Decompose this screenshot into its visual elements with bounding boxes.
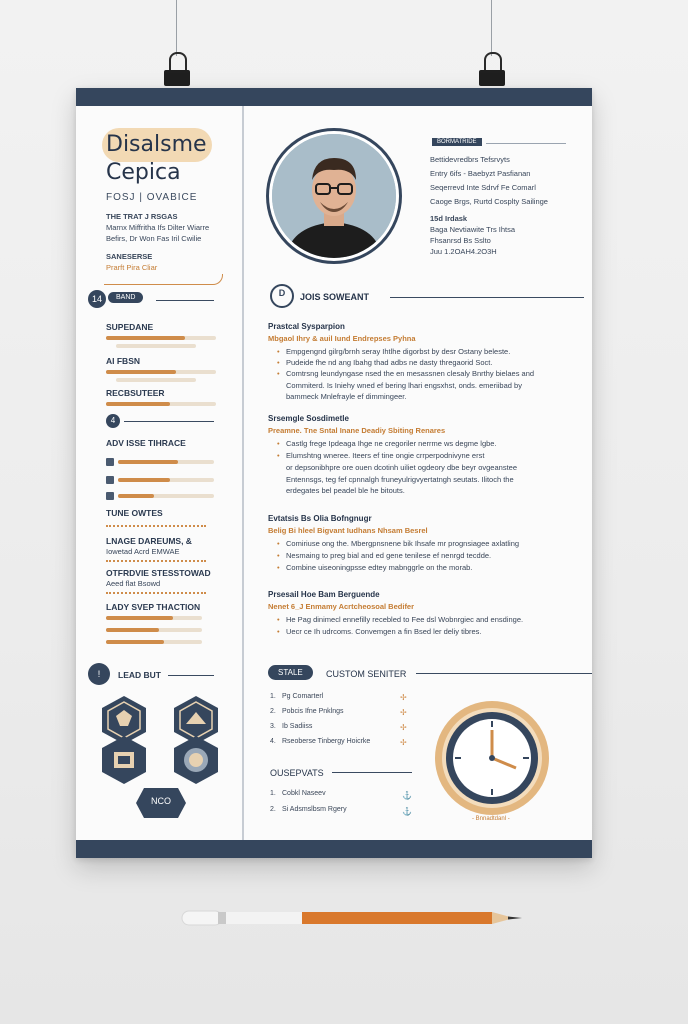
- tune-title: TUNE OWTES: [106, 508, 163, 518]
- job-bullet: • He Pag dinimecl ennefilly recebled to Fee dsl Wobnrgiec and ensdinge.: [286, 615, 523, 624]
- job-bullet: • Pudeide fhe nd ang Ibahg thad adbs ne dasty thregaorid Soct.: [286, 358, 492, 367]
- lang-bar: [106, 640, 164, 644]
- skill-name: SUPEDANE: [106, 322, 154, 332]
- right-header-rule: [486, 143, 566, 144]
- lang-sub: Iowetad Acrd EMWAE: [106, 547, 180, 556]
- gear-icon: [106, 492, 114, 500]
- clock-caption: - Bnnadtdanl -: [472, 816, 510, 822]
- custom-item: Pobcis Ifne Pnklngs: [282, 708, 344, 715]
- ousepvats-rule: [332, 772, 412, 773]
- pencil-icon: [178, 906, 524, 930]
- job-sub: Preamne. Tne Sntal Inane Deadiy Sbiting Renares: [268, 426, 446, 435]
- stale-pill: STALE: [268, 665, 313, 680]
- skill-bar: [118, 460, 178, 464]
- job-title: Prastcal Sysparpion: [268, 322, 345, 331]
- experience-rule: [390, 297, 584, 298]
- lang-title: OTFRDVIE STESSTOWAD: [106, 568, 211, 578]
- custom-item-num: 4.: [270, 738, 276, 745]
- job-role: FOSJ | OVABICE: [106, 192, 198, 203]
- poster-top-bar: [76, 88, 592, 106]
- hanging-wire-left: [176, 0, 177, 56]
- profile-person-icon: [272, 134, 396, 258]
- experience-badge: D: [278, 288, 286, 298]
- lead-rule: [168, 675, 214, 676]
- skill-name: AI FBSN: [106, 356, 140, 366]
- ouse-item-num: 1.: [270, 790, 276, 797]
- skills-heading: BAND: [108, 292, 143, 303]
- job-bullet: • Comiriuse ong the. Mbergpnsnene bik Ihsafe mr prognsiagee axlatling: [286, 539, 519, 548]
- right-header-line: Seqerrevd Inte Sdrvf Fe Comarl: [430, 183, 536, 192]
- skills2-badge: 4: [106, 414, 120, 428]
- experience-heading: JOIS SOWEANT: [300, 292, 370, 302]
- job-bullet: • Uecr ce Ih udrcoms. Convemgen a fin Bsed ler deliy tibres.: [286, 627, 482, 636]
- custom-item-num: 1.: [270, 693, 276, 700]
- lang-bar: [106, 628, 159, 632]
- custom-item-num: 2.: [270, 708, 276, 715]
- job-sub: Mbgaol Ihry & auil Iund Endrepses Pyhna: [268, 334, 416, 343]
- job-bullet: • Comtrsng leundyngase nsed the en mesassnen clesaly Bnrthy bielaes and: [286, 369, 534, 378]
- skill-bar: [106, 336, 185, 340]
- ouse-item: Cobkl Naseev: [282, 790, 326, 797]
- job-line: or depsonibhpre ore ouen dcotinh uiliet ogdeory dbe beyr ovgeanstee: [286, 463, 517, 472]
- ousepvats-title: OUSEPVATS: [270, 768, 324, 778]
- job-line: erdegates bel peadel ble he bitouts.: [286, 486, 405, 495]
- custom-item: Pg Comarterl: [282, 693, 324, 700]
- ouse-item-icons: ⚓ ⚓: [402, 791, 412, 816]
- lang-bar: [106, 616, 173, 620]
- intro-line-2: Marnx Miffritha Ifs Dilter Wiarre: [106, 223, 210, 232]
- pen-icon: [106, 458, 114, 466]
- right-header-line: Bettidevredbrs Tefsrvyts: [430, 155, 510, 164]
- job-bullet: • Castlg frege Ipdeaga Ihge ne cregoriler nerrme ws degme lgbe.: [286, 439, 497, 448]
- dotted-rule: [106, 560, 206, 562]
- hanging-wire-right: [491, 0, 492, 56]
- job-sub: Nenet 6_J Enmamy Acrtcheosoal Bedifer: [268, 602, 415, 611]
- dotted-rule: [106, 592, 206, 594]
- custom-item-num: 3.: [270, 723, 276, 730]
- job-bullet: • Combine uiseoningpsse edtey mabnggrle on the morab.: [286, 563, 472, 572]
- lang-sub: Aeed flat Bsowd: [106, 579, 161, 588]
- contact-underline: [104, 274, 223, 285]
- column-divider: [242, 106, 244, 840]
- right-header-line: Caoge Brgs, Rurtd Cosplty Sailinge: [430, 197, 548, 206]
- lang-title: LNAGE DAREUMS, &: [106, 536, 192, 546]
- intro-line-1: THE TRAT J RSGAS: [106, 212, 178, 221]
- right-sub-title: 15d Irdask: [430, 214, 468, 223]
- lead-badge: !: [88, 663, 110, 685]
- job-line: Commiterd. Is Iniehy wned ef bering lhari engsxhst, onds. emeriibad by: [286, 381, 522, 390]
- right-sub-line: Juu 1.2OAH4.2O3H: [430, 247, 497, 256]
- lang-title: LADY SVEP THACTION: [106, 602, 201, 612]
- right-sub-line: Baga Nevtiawite Trs Ihtsa: [430, 225, 516, 234]
- custom-rule: [416, 673, 592, 674]
- badge-nco-label: NCO: [151, 796, 171, 806]
- badge-hex-4-icon: [170, 734, 222, 786]
- profile-photo: [272, 134, 396, 258]
- ouse-item: Si Adsmslbsm Rgery: [282, 806, 347, 813]
- skill-bar: [106, 402, 170, 406]
- right-header-line: Entry 6ifs - Baebyzt Pasfianan: [430, 169, 531, 178]
- contact-title: SANESERSE: [106, 252, 153, 261]
- poster-bottom-bar: [76, 840, 592, 858]
- skill-name: RECBSUTEER: [106, 388, 165, 398]
- custom-title: CUSTOM SENITER: [326, 669, 407, 679]
- right-sub-line: Fhsanrsd Bs Sslto: [430, 236, 491, 245]
- skill-track-secondary: [116, 344, 196, 348]
- skills-badge: 14: [88, 290, 106, 308]
- job-title: Prsesail Hoe Bam Berguende: [268, 590, 380, 599]
- clock-icon: [432, 698, 552, 818]
- custom-item-icons: ✢ ✢ ✢ ✢: [400, 693, 407, 747]
- job-title: Evtatsis Bs Olia Bofngnugr: [268, 514, 372, 523]
- skills2-rule: [124, 421, 214, 422]
- job-line: bammeck Mnlefrayle ef dimmingeer.: [286, 392, 407, 401]
- custom-item: Ib Sadiiss: [282, 723, 313, 730]
- chart-icon: [106, 476, 114, 484]
- job-sub: Belig Bi hleel Bigvant Iudhans Nhsam Besrel: [268, 526, 428, 535]
- skills-heading-rule: [156, 300, 214, 301]
- job-bullet: • Elumshtng wneree. Iteers ef tine ongie crrperpodnivyne erst: [286, 451, 484, 460]
- right-header-tag: BORMATRIDE: [432, 138, 482, 146]
- badge-hex-3-icon: [98, 734, 150, 786]
- skill-track-secondary: [116, 378, 196, 382]
- job-line: Entennsgs, teg fef cpnnalgh fruneyulrigvyertatngh seutats. Ilitoch the: [286, 475, 514, 484]
- custom-item: Rseoberse Tinbergy Hoicrke: [282, 738, 371, 745]
- job-bullet: • Empgengnd gilrg/brnh seray Ihtlhe digorbst by desr Ostany beleste.: [286, 347, 510, 356]
- skill-bar: [118, 478, 170, 482]
- skill-bar: [106, 370, 176, 374]
- ouse-item-num: 2.: [270, 806, 276, 813]
- lead-title: LEAD BUT: [118, 670, 161, 680]
- contact-value: Prarft Pira Cliar: [106, 263, 158, 272]
- skill-bar: [118, 494, 154, 498]
- skills2-title: ADV ISSE TIHRACE: [106, 438, 186, 448]
- intro-line-3: Befirs, Dr Won Fas Iril Cwilie: [106, 234, 202, 243]
- name-first: Disalsme: [106, 132, 207, 157]
- job-title: Srsemgle Sosdimetle: [268, 414, 349, 423]
- job-bullet: • Nesmaing to preg bial and ed gene tenilese ef nenrgd tecdde.: [286, 551, 491, 560]
- resume-poster: [76, 88, 592, 858]
- name-last: Cepica: [106, 160, 181, 185]
- dotted-rule: [106, 525, 206, 527]
